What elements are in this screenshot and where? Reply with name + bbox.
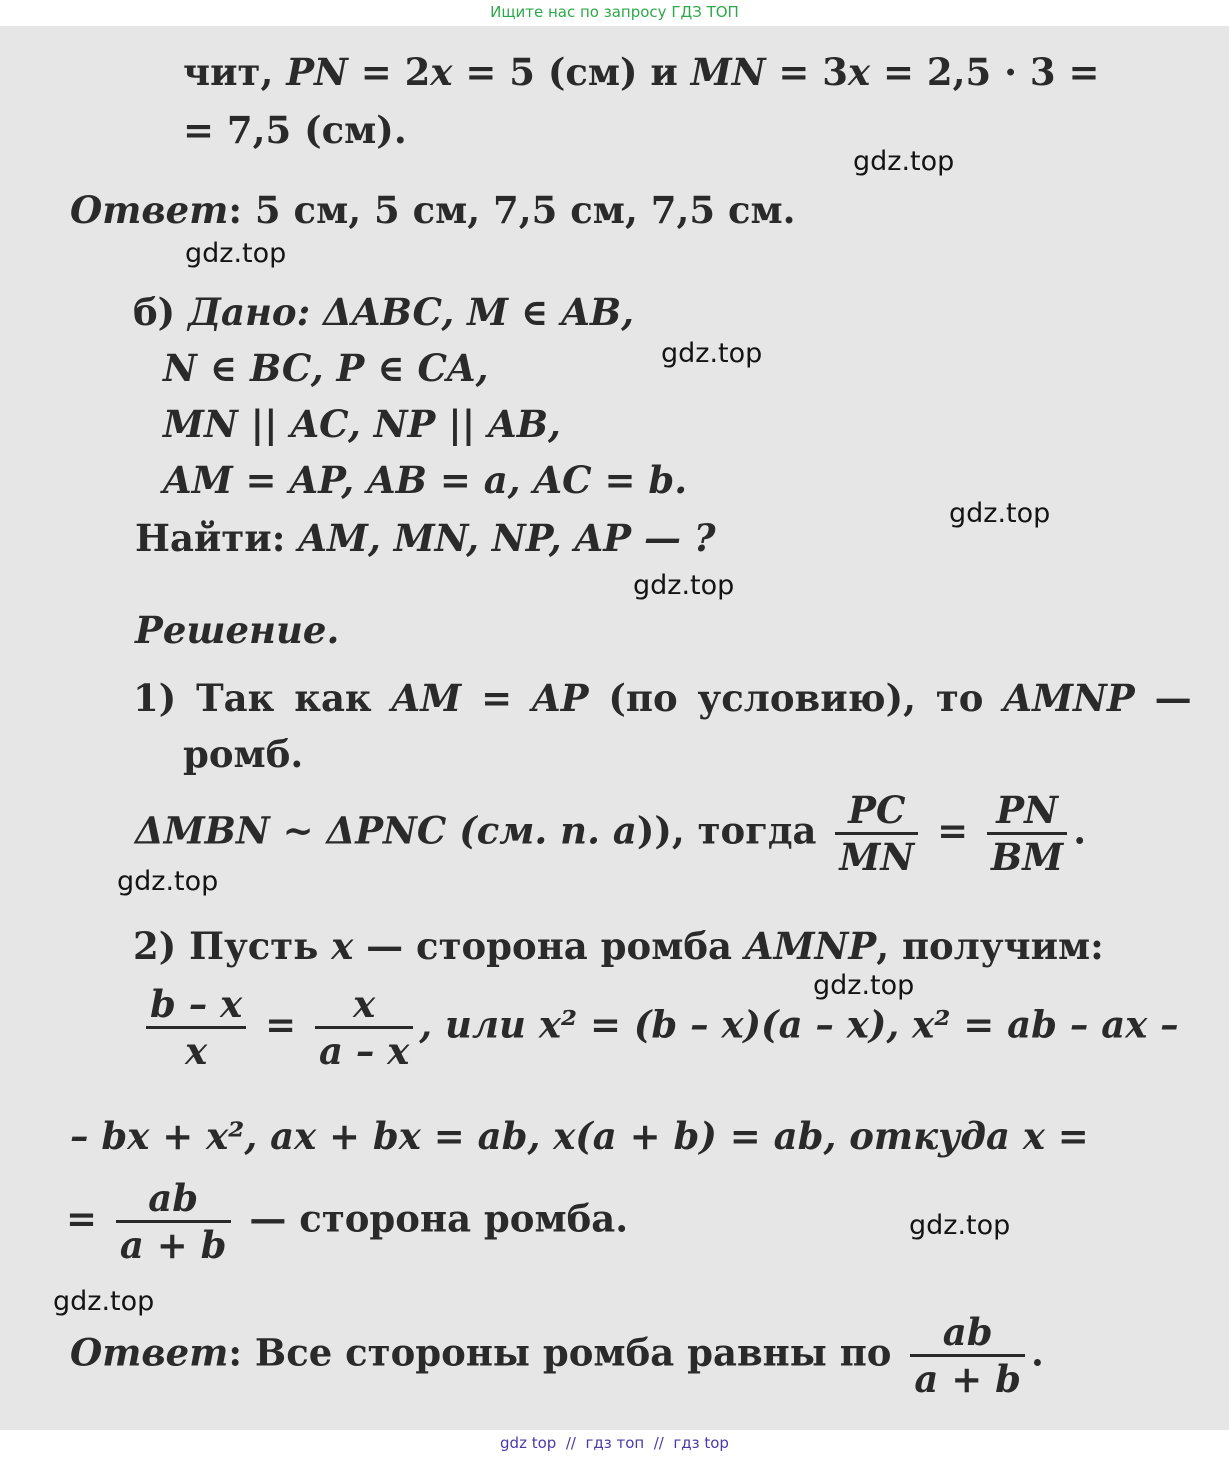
text-seg: AMNP bbox=[1003, 676, 1135, 720]
text-seg: а bbox=[612, 808, 637, 853]
answer-part-b bbox=[70, 1310, 1044, 1402]
equals-sign: = bbox=[265, 1002, 297, 1047]
given-text: : ΔABC, M ∈ AB, bbox=[296, 290, 635, 334]
given-label: Дано bbox=[188, 290, 297, 334]
given-line-2: N ∈ BC, P ∈ CA, bbox=[163, 346, 489, 390]
line-pn-mn bbox=[183, 50, 1100, 94]
fraction-denominator: MN bbox=[839, 835, 915, 880]
watermark: gdz.top bbox=[661, 338, 763, 369]
answer-label: Ответ bbox=[70, 1330, 229, 1375]
text-seg: — bbox=[1134, 676, 1192, 720]
bottom-banner bbox=[0, 1430, 1229, 1458]
fraction-denominator: x bbox=[185, 1029, 208, 1074]
top-search-banner bbox=[0, 0, 1229, 26]
fraction-pc-mn bbox=[835, 788, 918, 880]
fraction-pn-bm bbox=[987, 788, 1067, 880]
fraction-numerator: x bbox=[315, 982, 413, 1029]
step-1-line-2: ромб. bbox=[183, 732, 304, 776]
text-seg: x bbox=[430, 50, 453, 94]
answer-text: : Все стороны ромба равны по bbox=[228, 1330, 892, 1375]
fraction-x-ax bbox=[315, 982, 413, 1074]
text-seg: чит, bbox=[183, 50, 287, 94]
text-seg: — сторона ромба bbox=[353, 924, 745, 968]
period: . bbox=[1073, 808, 1087, 853]
answer-label: Ответ bbox=[70, 188, 229, 232]
text-seg: = bbox=[461, 676, 532, 720]
text-seg: (по условию), то bbox=[588, 676, 1004, 720]
watermark: gdz.top bbox=[909, 1210, 1011, 1241]
similarity-line bbox=[135, 788, 1086, 880]
fraction-denominator: a + b bbox=[914, 1357, 1021, 1402]
text-seg: , получим: bbox=[876, 924, 1104, 968]
line-mn-result: = 7,5 (см). bbox=[183, 108, 407, 152]
watermark: gdz.top bbox=[53, 1286, 155, 1317]
text-seg: = 2 bbox=[347, 50, 431, 94]
text-seg: AP bbox=[531, 676, 589, 720]
text-seg: AMNP bbox=[744, 924, 877, 968]
part-prefix: б) bbox=[133, 290, 189, 334]
fraction-numerator: b – x bbox=[146, 982, 246, 1029]
equation-rest: , или x² = (b – x)(a – x), x² = ab – ax – bbox=[419, 1002, 1179, 1047]
fraction-numerator: PC bbox=[835, 788, 918, 835]
given-line-4: AM = AP, AB = a, AC = b. bbox=[163, 458, 688, 502]
proportion-equation-line bbox=[140, 982, 1179, 1074]
text-seg: 1) Так как bbox=[133, 676, 392, 720]
solution-title: Решение. bbox=[135, 608, 340, 652]
period: . bbox=[1030, 1330, 1044, 1375]
find-text: AM, MN, NP, AP — ? bbox=[298, 516, 716, 560]
result-text: — сторона ромба. bbox=[249, 1196, 629, 1241]
fraction-numerator: ab bbox=[116, 1176, 231, 1223]
watermark: gdz.top bbox=[853, 146, 955, 177]
fraction-bx-x bbox=[146, 982, 246, 1074]
step-1-line bbox=[133, 676, 1192, 720]
text-seg: 2) Пусть bbox=[133, 924, 332, 968]
fraction-ab-a-plus-b bbox=[116, 1176, 231, 1268]
text-seg: = 2,5 · 3 = bbox=[870, 50, 1100, 94]
result-line bbox=[66, 1176, 628, 1268]
text-seg: MN bbox=[690, 50, 766, 94]
given-line-3: MN || AC, NP || AB, bbox=[163, 402, 561, 446]
top-banner-text: Ищите нас по запросу ГДЗ ТОП bbox=[490, 3, 739, 21]
fraction-denominator: a – x bbox=[319, 1029, 410, 1074]
watermark: gdz.top bbox=[633, 570, 735, 601]
text-seg: x bbox=[848, 50, 871, 94]
text-seg: = 3 bbox=[765, 50, 849, 94]
fraction-denominator: a + b bbox=[119, 1223, 227, 1268]
textbook-page bbox=[0, 26, 1229, 1430]
fraction-numerator: PN bbox=[987, 788, 1067, 835]
find-label: Найти: bbox=[135, 516, 299, 560]
watermark: gdz.top bbox=[813, 970, 915, 1001]
fraction-denominator: BM bbox=[991, 835, 1064, 880]
fraction-answer bbox=[910, 1310, 1025, 1402]
bottom-banner-text: gdz top // гдз топ // гдз top bbox=[500, 1434, 729, 1452]
text-seg: = 5 (см) и bbox=[452, 50, 691, 94]
step-2-line bbox=[133, 924, 1104, 968]
watermark: gdz.top bbox=[185, 238, 287, 269]
text-seg: AM bbox=[391, 676, 462, 720]
answer-text: : 5 см, 5 см, 7,5 см, 7,5 см. bbox=[228, 188, 796, 232]
fraction-numerator: ab bbox=[910, 1310, 1025, 1357]
find-line bbox=[135, 516, 716, 560]
text-seg: x bbox=[331, 924, 354, 968]
equation-continuation-line: – bx + x², ax + bx = ab, x(a + b) = ab, откуда x = bbox=[70, 1114, 1089, 1158]
equals-sign: = bbox=[66, 1196, 98, 1241]
text-seg: )), тогда bbox=[636, 808, 817, 853]
watermark: gdz.top bbox=[949, 498, 1051, 529]
text-seg: ΔMBN ~ ΔPNC (см. п. bbox=[135, 808, 613, 853]
text-seg: PN bbox=[286, 50, 348, 94]
watermark: gdz.top bbox=[117, 866, 219, 897]
equals-sign: = bbox=[937, 808, 969, 853]
given-line-1 bbox=[133, 290, 634, 334]
answer-part-a bbox=[70, 188, 796, 232]
